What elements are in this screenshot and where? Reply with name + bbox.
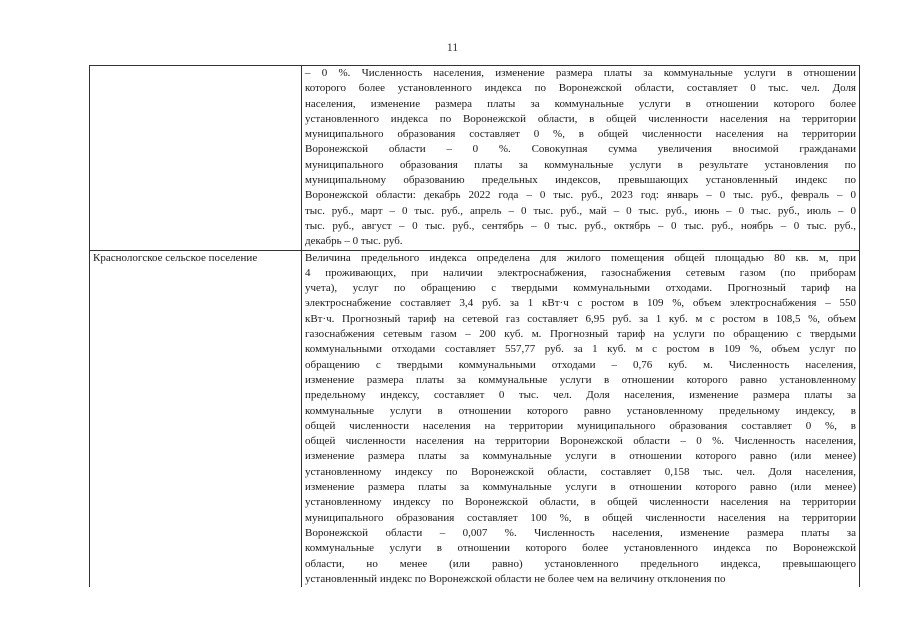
table-row — [90, 250, 860, 587]
text-line: учета), услуг по обращению с твердыми коммунальными отходами. Прогнозный тариф на — [305, 282, 856, 295]
text-line: Воронежской области: декабрь 2022 года – 0 тыс. руб., 2023 год: январь – 0 тыс. руб., февраль – 0 — [305, 189, 856, 202]
text-line: – 0 %. Численность населения, изменение размера платы за коммунальные услуги в отношении — [305, 67, 856, 79]
table-row — [90, 66, 860, 251]
text-line: Величина предельного индекса определена для жилого помещения общей площадью 80 кв. м, при — [305, 251, 856, 264]
text-line: тыс. руб., август – 0 тыс. руб., сентябрь – 0 тыс. руб., октябрь – 0 тыс. руб., ноябрь – 0 тыс. руб., — [305, 219, 856, 232]
text-line: декабрь – 0 тыс. руб. — [305, 235, 403, 248]
text-line: изменение размера платы за коммунальные услуги в отношении которого равно установленному — [305, 373, 856, 386]
text-line: 4 проживающих, при наличии электроснабжения, газоснабжения сетевым газом (по приборам — [305, 266, 856, 279]
text-line: предельному индексу, составляет 0 тыс. чел. Доля населения, изменение размера платы за — [305, 389, 856, 402]
text-line: муниципального образования составляет 0 %, в общей численности населения на территории — [305, 128, 856, 141]
text-line: тыс. руб., март – 0 тыс. руб., апрель – 0 тыс. руб., май – 0 тыс. руб., июнь – 0 тыс. руб., июль – 0 — [305, 204, 856, 217]
text-line: населения, изменение размера платы за коммунальные услуги в отношении которого более — [305, 97, 856, 110]
text-line: общей численности населения на территории Воронежской области – 0 %. Численность населения, — [305, 435, 856, 448]
text-line: коммунальные услуги в отношении которого равно установленному предельному индексу, в — [305, 404, 856, 417]
text-line: коммунальными отходами составляет 557,77 руб. за 1 куб. м с ростом в 109 %, объем услуг по — [305, 343, 856, 356]
text-line: муниципальному образованию предельных индексов, превышающих установленный индекс по — [305, 174, 856, 187]
text-line: газоснабжения сетевым газом – 200 куб. м. Прогнозный тариф на услуги по обращению с твердыми — [305, 328, 856, 341]
description-cell — [302, 250, 860, 587]
text-line: обращению с твердыми коммунальными отходами – 0,76 куб. м. Численность населения, — [305, 358, 856, 371]
text-line: установленному индексу по Воронежской области, составляет 0,158 тыс. чел. Доля населения, — [305, 465, 856, 478]
document-table — [89, 65, 860, 587]
text-line: области, но менее (или равно) установленного предельного индекса, превышающего — [305, 557, 856, 570]
text-line: изменение размера платы за коммунальные услуги в отношении которого равно (или менее) — [305, 481, 856, 494]
text-line: общей численности населения на территории муниципального образования составляет 0 %, в — [305, 419, 856, 432]
page-number: 11 — [446, 40, 459, 54]
text-line: муниципального образования составляет 100 %, в общей численности населения на территории — [305, 511, 856, 524]
text-line: Воронежской области – 0 %. Совокупная сумма увеличения вносимой гражданами — [305, 143, 856, 156]
municipality-name-cell: Краснологское сельское поселение — [90, 250, 302, 587]
text-line: электроснабжение составляет 3,4 руб. за 1 кВт·ч с ростом в 109 %, объем электроснабжения – 550 — [305, 297, 856, 310]
text-line: коммунальные услуги в отношении которого более установленного индекса по Воронежской — [305, 542, 856, 555]
text-line: которого более установленного индекса по Воронежской области, составляет 0 тыс. чел. Доля — [305, 82, 856, 95]
text-line: муниципального образования платы за коммунальные услуги в результате установления по — [305, 158, 856, 171]
text-line: установленный индекс по Воронежской области не более чем на величину отклонения по — [305, 572, 726, 585]
text-line: установленного индекса по Воронежской области, в общей численности населения на территории — [305, 112, 856, 125]
description-cell — [302, 66, 860, 251]
text-line: изменение размера платы за коммунальные услуги в отношении которого равно (или менее) — [305, 450, 856, 463]
text-line: кВт·ч. Прогнозный тариф на сетевой газ составляет 6,95 руб. за 1 куб. м с ростом в 108,5 %, объем — [305, 312, 856, 325]
text-line: Воронежской области – 0,007 %. Численность населения, изменение размера платы за — [305, 526, 856, 539]
municipality-name-cell — [90, 66, 302, 251]
text-line: установленному индексу по Воронежской области, в общей численности населения на территории — [305, 496, 856, 509]
